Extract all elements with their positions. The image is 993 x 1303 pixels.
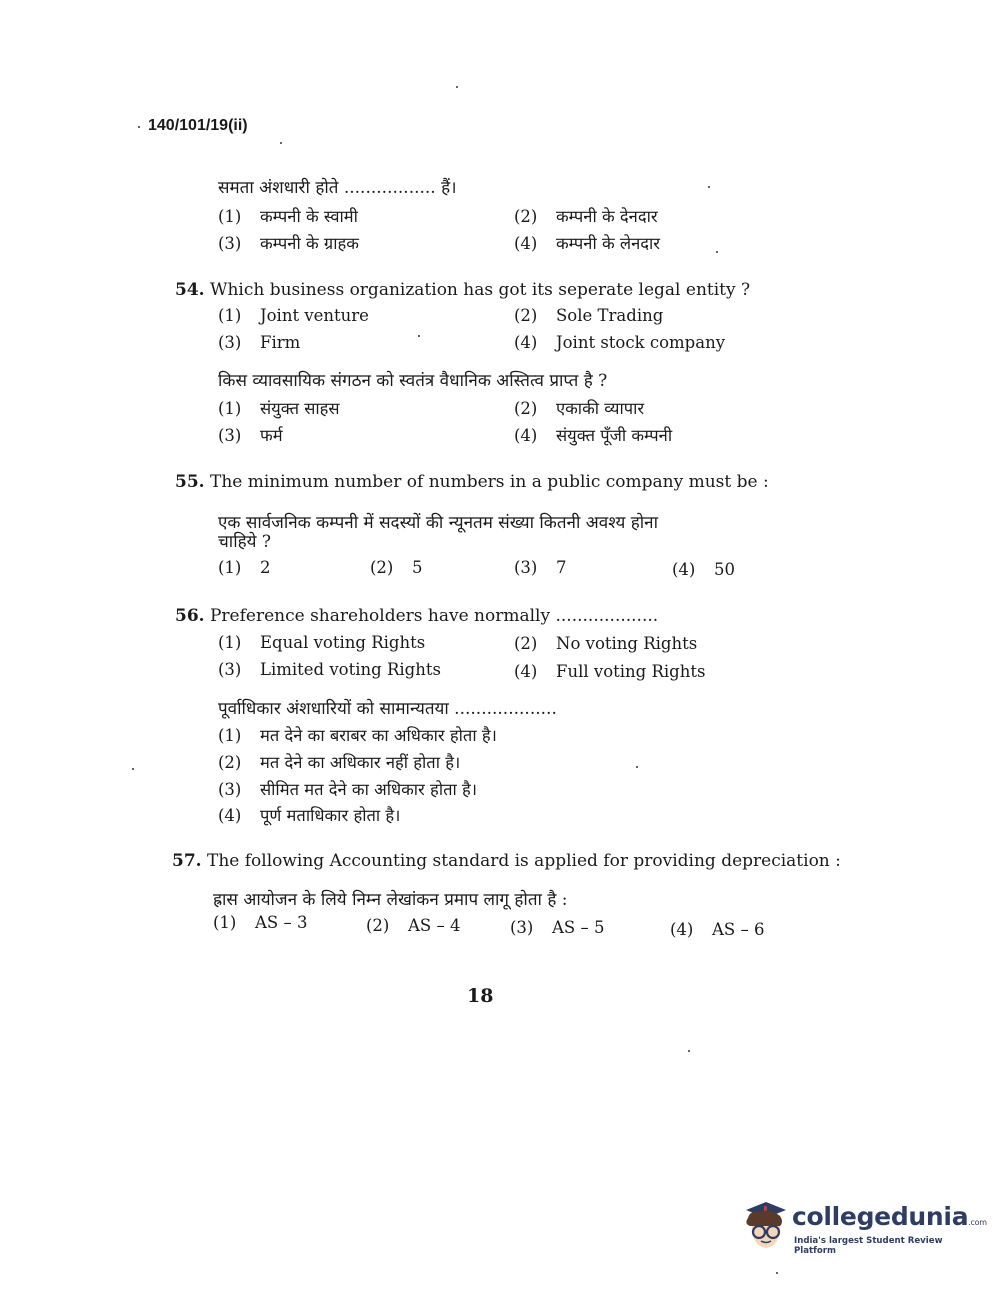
q55-option-1: (1) 2 xyxy=(218,558,271,577)
q56-option-3-en: (3) Limited voting Rights xyxy=(218,660,441,679)
q54-option-3-hi: (3) फर्म xyxy=(218,426,283,445)
q55-option-3: (3) 7 xyxy=(514,558,567,577)
q56-option-4-en: (4) Full voting Rights xyxy=(514,662,706,681)
q56-option-2-en: (2) No voting Rights xyxy=(514,634,698,653)
q56-stem-hindi: पूर्वाधिकार अंशधारियों को सामान्यतया ................... xyxy=(218,699,557,719)
q53-option-2: (2) कम्पनी के देनदार xyxy=(514,207,658,226)
scan-speck xyxy=(776,1272,778,1274)
q56-option-1-hi: (1) मत देने का बराबर का अधिकार होता है। xyxy=(218,726,497,745)
brand-name: collegedunia.com xyxy=(792,1202,987,1231)
q57-option-2: (2) AS – 4 xyxy=(366,916,461,935)
scan-speck xyxy=(138,126,140,128)
q54-option-3-en: (3) Firm xyxy=(218,333,301,352)
collegedunia-logo xyxy=(736,1196,987,1258)
q56-option-4-hi: (4) पूर्ण मताधिकार होता है। xyxy=(218,806,401,825)
q54-option-4-hi: (4) संयुक्त पूँजी कम्पनी xyxy=(514,426,673,445)
q56-stem-english: 56. Preference shareholders have normally ................... xyxy=(175,606,659,626)
scan-speck xyxy=(280,142,282,144)
q54-stem-hindi: किस व्यावसायिक संगठन को स्वतंत्र वैधानिक अस्तित्व प्राप्त है ? xyxy=(218,371,608,391)
q54-option-1-hi: (1) संयुक्त साहस xyxy=(218,399,340,418)
q55-stem-hindi-line1: एक सार्वजनिक कम्पनी में सदस्यों की न्यूनतम संख्या कितनी अवश्य होना xyxy=(218,513,658,533)
q57-option-1: (1) AS – 3 xyxy=(213,913,308,932)
scan-speck xyxy=(418,335,420,337)
scan-speck xyxy=(708,186,710,188)
scan-speck xyxy=(636,766,638,768)
q57-option-3: (3) AS – 5 xyxy=(510,918,605,937)
q54-option-2-en: (2) Sole Trading xyxy=(514,306,664,325)
scan-speck xyxy=(716,251,718,253)
q53-option-1: (1) कम्पनी के स्वामी xyxy=(218,207,358,226)
q53-stem-hindi: समता अंशधारी होते ................. हैं। xyxy=(218,178,457,198)
brand-tagline: India's largest Student Review Platform xyxy=(794,1236,943,1256)
q55-stem-english: 55. The minimum number of numbers in a public company must be : xyxy=(175,472,769,492)
q56-option-3-hi: (3) सीमित मत देने का अधिकार होता है। xyxy=(218,780,478,799)
q54-option-1-en: (1) Joint venture xyxy=(218,306,369,325)
q55-option-2: (2) 5 xyxy=(370,558,423,577)
student-mascot-icon xyxy=(736,1196,794,1258)
q56-option-1-en: (1) Equal voting Rights xyxy=(218,633,426,652)
scan-speck xyxy=(456,86,458,88)
scan-speck xyxy=(132,768,134,770)
q55-stem-hindi-line2: चाहिये ? xyxy=(218,532,272,552)
q55-option-4: (4) 50 xyxy=(672,560,735,579)
q53-option-3: (3) कम्पनी के ग्राहक xyxy=(218,234,359,253)
page-number: 18 xyxy=(467,985,494,1007)
scan-speck xyxy=(688,1050,690,1052)
q54-stem-english: 54. Which business organization has got its seperate legal entity ? xyxy=(175,280,751,300)
paper-code: 140/101/19(ii) xyxy=(148,117,248,134)
q57-stem-english: 57. The following Accounting standard is applied for providing depreciation : xyxy=(172,851,841,871)
q56-option-2-hi: (2) मत देने का अधिकार नहीं होता है। xyxy=(218,753,461,772)
q57-option-4: (4) AS – 6 xyxy=(670,920,765,939)
q54-option-4-en: (4) Joint stock company xyxy=(514,333,726,352)
q54-option-2-hi: (2) एकाकी व्यापार xyxy=(514,399,645,418)
q53-option-4: (4) कम्पनी के लेनदार xyxy=(514,234,661,253)
q57-stem-hindi: ह्रास आयोजन के लिये निम्न लेखांकन प्रमाप लागू होता है : xyxy=(213,890,568,910)
